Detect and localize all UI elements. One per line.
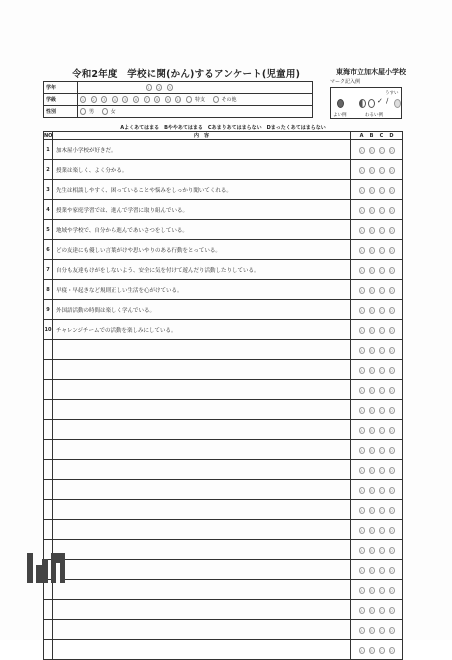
answer-bubble[interactable]: D — [390, 449, 393, 453]
answer-bubble[interactable]: B — [370, 469, 373, 473]
answer-bubble[interactable]: B — [370, 449, 373, 453]
female-label: 女 — [110, 109, 116, 115]
answer-bubbles — [351, 160, 403, 180]
answer-bubble[interactable]: B — [370, 629, 373, 633]
answer-bubble[interactable]: B — [370, 529, 373, 533]
answer-bubbles — [351, 460, 403, 480]
answer-bubbles — [351, 500, 403, 520]
question-text: 先生は相談しやすく、困っていることや悩みをしっかり聞いてくれる。 — [53, 180, 351, 200]
answer-bubble[interactable]: A — [360, 269, 363, 273]
answer-bubbles — [351, 220, 403, 240]
question-number — [44, 480, 53, 500]
answer-bubble[interactable]: C — [380, 149, 383, 153]
question-row — [44, 260, 403, 280]
survey-title: 令和2年度 学校に関(かん)するアンケート(児童用) — [72, 69, 301, 80]
answer-bubbles — [351, 340, 403, 360]
answer-bubbles — [351, 200, 403, 220]
answer-bubble[interactable]: A — [360, 289, 363, 293]
grade-bubble[interactable]: 2 — [158, 86, 161, 90]
question-number: 9 — [44, 300, 53, 320]
question-text — [53, 360, 351, 380]
question-number: 7 — [44, 260, 53, 280]
answer-bubbles — [351, 540, 403, 560]
answer-bubbles — [351, 300, 403, 320]
answer-bubble[interactable]: A — [360, 409, 363, 413]
good-mark-label: よい例 — [333, 113, 347, 118]
question-row — [44, 160, 403, 180]
answer-bubble[interactable]: C — [380, 609, 383, 613]
special-support-bubble[interactable] — [186, 96, 192, 103]
answer-bubble[interactable]: B — [370, 589, 373, 593]
answer-bubbles — [351, 140, 403, 160]
answer-bubble[interactable]: C — [380, 569, 383, 573]
bad-mark-label: わるい例 — [365, 113, 383, 118]
answer-bubble[interactable]: D — [390, 309, 393, 313]
grade-options — [78, 82, 313, 94]
faint-mark-icon — [394, 99, 401, 108]
answer-bubble[interactable]: A — [360, 569, 363, 573]
answer-bubble[interactable]: A — [360, 589, 363, 593]
faint-mark-label: うすい — [385, 91, 399, 96]
answer-bubbles — [351, 560, 403, 580]
bad-mark-slash-icon: ∕ — [386, 97, 389, 105]
answer-bubble[interactable]: B — [370, 309, 373, 313]
answer-bubble[interactable]: A — [360, 249, 363, 253]
question-row — [44, 520, 403, 540]
class-bubble[interactable]: 5 — [124, 98, 127, 102]
question-text — [53, 380, 351, 400]
answer-bubble[interactable]: A — [360, 449, 363, 453]
answer-bubble[interactable]: D — [390, 349, 393, 353]
answer-bubbles — [351, 600, 403, 620]
class-bubble[interactable]: 4 — [113, 98, 116, 102]
question-text — [53, 500, 351, 520]
answer-bubbles — [351, 260, 403, 280]
class-label: 学級 — [44, 94, 78, 106]
answer-bubble[interactable]: B — [370, 229, 373, 233]
question-row — [44, 300, 403, 320]
mark-example-box — [330, 87, 402, 119]
question-number: 4 — [44, 200, 53, 220]
question-number — [44, 400, 53, 420]
question-number: 5 — [44, 220, 53, 240]
answer-bubble[interactable]: D — [390, 289, 393, 293]
answer-bubble[interactable]: B — [370, 649, 373, 653]
answer-bubble[interactable]: A — [360, 549, 363, 553]
class-options — [78, 94, 313, 106]
question-row — [44, 600, 403, 620]
answer-bubble[interactable]: B — [370, 289, 373, 293]
mark-example-label: マーク記入例 — [330, 79, 361, 85]
student-info-table — [43, 81, 313, 118]
answer-bubbles — [351, 360, 403, 380]
grade-label: 学年 — [44, 82, 78, 94]
answer-bubbles — [351, 440, 403, 460]
answer-bubble[interactable]: A — [360, 489, 363, 493]
special-support-label: 特支 — [194, 97, 205, 103]
answer-bubbles — [351, 640, 403, 660]
answer-bubble[interactable]: C — [380, 309, 383, 313]
class-bubble[interactable]: 2 — [92, 98, 95, 102]
answer-bubbles — [351, 380, 403, 400]
question-text — [53, 620, 351, 640]
answer-bubble[interactable]: B — [370, 149, 373, 153]
gender-row — [44, 106, 313, 118]
answer-bubble[interactable]: C — [380, 589, 383, 593]
question-row — [44, 420, 403, 440]
class-bubble[interactable]: 1 — [81, 98, 85, 102]
class-bubble[interactable]: 10 — [176, 98, 181, 102]
answer-bubbles — [351, 280, 403, 300]
answer-bubble[interactable]: A — [360, 609, 363, 613]
question-text — [53, 440, 351, 460]
answer-header — [351, 132, 403, 140]
answer-bubble[interactable]: A — [360, 649, 363, 653]
question-text: 早寝・早起きなど規則正しい生活を心がけている。 — [53, 280, 351, 300]
question-text — [53, 400, 351, 420]
question-text — [53, 640, 351, 660]
answer-bubble[interactable]: D — [390, 329, 393, 333]
answer-bubbles — [351, 400, 403, 420]
question-row — [44, 280, 403, 300]
answer-header-c: C — [379, 132, 384, 139]
answer-bubbles — [351, 580, 403, 600]
answer-bubble[interactable]: A — [360, 509, 363, 513]
answer-bubble[interactable]: A — [360, 229, 363, 233]
answer-bubble[interactable]: A — [360, 189, 363, 193]
question-number: 6 — [44, 240, 53, 260]
answer-bubble[interactable]: B — [370, 189, 373, 193]
answer-bubble[interactable]: D — [390, 609, 393, 613]
answer-bubble[interactable]: D — [390, 429, 393, 433]
question-number — [44, 500, 53, 520]
other-class-bubble[interactable] — [213, 96, 219, 103]
answer-header-a: A — [359, 132, 364, 139]
answer-bubble[interactable]: A — [360, 169, 363, 173]
class-bubble[interactable]: 7 — [145, 98, 148, 102]
bad-mark-circle-icon — [368, 99, 375, 108]
question-row — [44, 340, 403, 360]
answer-bubble[interactable]: D — [390, 469, 393, 473]
answer-bubble[interactable]: D — [390, 189, 393, 193]
answer-bubble[interactable]: C — [380, 369, 383, 373]
grade-row — [44, 82, 313, 94]
answer-legend: Aよくあてはまる Bややあてはまる Cあまりあてはまらない Dまったくあてはまらない — [120, 125, 326, 131]
answer-bubble[interactable]: B — [370, 209, 373, 213]
answer-bubble[interactable]: A — [360, 329, 363, 333]
answer-bubble[interactable]: B — [370, 609, 373, 613]
bad-mark-check-icon: ✓ — [377, 97, 383, 105]
answer-bubble[interactable]: B — [370, 389, 373, 393]
answer-bubbles — [351, 180, 403, 200]
answer-bubble[interactable]: C — [380, 269, 383, 273]
class-bubble[interactable]: 3 — [103, 98, 106, 102]
answer-bubble[interactable]: D — [390, 649, 393, 653]
school-logo-icon — [27, 553, 67, 583]
question-row — [44, 220, 403, 240]
answer-bubble[interactable]: A — [360, 149, 363, 153]
answer-header-b: B — [369, 132, 374, 139]
question-row — [44, 580, 403, 600]
answer-bubble[interactable]: D — [390, 549, 393, 553]
answer-bubble[interactable]: C — [380, 509, 383, 513]
question-row — [44, 500, 403, 520]
question-text — [53, 580, 351, 600]
question-row — [44, 540, 403, 560]
class-row — [44, 94, 313, 106]
question-number: 2 — [44, 160, 53, 180]
gender-label: 性別 — [44, 106, 78, 118]
answer-bubble[interactable]: D — [390, 509, 393, 513]
answer-bubble[interactable]: A — [360, 529, 363, 533]
answer-bubble[interactable]: B — [370, 569, 373, 573]
answer-bubble[interactable]: C — [380, 549, 383, 553]
question-text — [53, 520, 351, 540]
class-bubble[interactable]: 6 — [134, 98, 138, 102]
question-number — [44, 460, 53, 480]
question-text: 加木屋小学校が好きだ。 — [53, 140, 351, 160]
question-text: 地域や学校で、自分から進んであいさつをしている。 — [53, 220, 351, 240]
question-row — [44, 640, 403, 660]
answer-bubble[interactable]: D — [390, 409, 393, 413]
answer-bubble[interactable]: D — [390, 269, 393, 273]
question-number: 8 — [44, 280, 53, 300]
question-row — [44, 460, 403, 480]
answer-bubble[interactable]: B — [370, 269, 373, 273]
question-number — [44, 440, 53, 460]
answer-bubble[interactable]: D — [390, 529, 393, 533]
answer-bubble[interactable]: D — [390, 589, 393, 593]
question-number: 3 — [44, 180, 53, 200]
question-number — [44, 620, 53, 640]
class-bubble[interactable]: 9 — [166, 98, 169, 102]
answer-bubble[interactable]: A — [360, 469, 363, 473]
male-label: 男 — [89, 109, 95, 115]
answer-bubble[interactable]: A — [360, 349, 363, 353]
answer-bubbles — [351, 620, 403, 640]
answer-bubble[interactable]: C — [380, 209, 383, 213]
question-table — [43, 131, 403, 660]
answer-bubbles — [351, 240, 403, 260]
question-number — [44, 420, 53, 440]
answer-bubble[interactable]: C — [380, 249, 383, 253]
answer-bubble[interactable]: C — [380, 469, 383, 473]
good-mark-icon — [337, 99, 344, 108]
question-number — [44, 380, 53, 400]
answer-bubble[interactable]: B — [370, 489, 373, 493]
question-text — [53, 420, 351, 440]
answer-bubble[interactable]: A — [360, 429, 363, 433]
answer-bubble[interactable]: D — [390, 149, 393, 153]
answer-bubbles — [351, 420, 403, 440]
answer-bubble[interactable]: D — [390, 629, 393, 633]
male-bubble[interactable] — [80, 108, 86, 115]
question-number — [44, 340, 53, 360]
answer-bubble[interactable]: D — [390, 229, 393, 233]
question-row — [44, 200, 403, 220]
answer-bubble[interactable]: C — [380, 489, 383, 493]
answer-bubble[interactable]: C — [380, 189, 383, 193]
gender-options — [78, 106, 313, 118]
question-table-header — [44, 132, 403, 140]
question-text — [53, 560, 351, 580]
grade-bubble[interactable]: 1 — [147, 86, 150, 90]
answer-bubble[interactable]: A — [360, 629, 363, 633]
answer-bubble[interactable]: C — [380, 329, 383, 333]
answer-bubble[interactable]: B — [370, 349, 373, 353]
question-text — [53, 460, 351, 480]
answer-bubble[interactable]: A — [360, 209, 363, 213]
question-row — [44, 400, 403, 420]
school-name: 東海市立加木屋小学校 — [336, 68, 406, 76]
answer-bubble[interactable]: D — [390, 489, 393, 493]
answer-bubble[interactable]: C — [380, 649, 383, 653]
question-row — [44, 360, 403, 380]
question-text: 自分も友達もけがをしないよう、安全に気を付けて遊んだり活動したりしている。 — [53, 260, 351, 280]
content-header: 内 容 — [53, 132, 351, 140]
question-row — [44, 620, 403, 640]
answer-bubble[interactable]: B — [370, 429, 373, 433]
answer-bubble[interactable]: A — [360, 389, 363, 393]
answer-header-d: D — [389, 132, 394, 139]
question-row — [44, 560, 403, 580]
bad-mark-half-icon — [359, 99, 366, 108]
question-row — [44, 180, 403, 200]
grade-bubble[interactable]: 3 — [168, 86, 171, 90]
answer-bubble[interactable]: B — [370, 549, 373, 553]
answer-bubble[interactable]: C — [380, 289, 383, 293]
answer-bubble[interactable]: D — [390, 209, 393, 213]
answer-bubble[interactable]: C — [380, 529, 383, 533]
answer-bubble[interactable]: B — [370, 509, 373, 513]
answer-bubble[interactable]: B — [370, 249, 373, 253]
no-header: NO — [44, 132, 53, 139]
answer-bubble[interactable]: D — [390, 249, 393, 253]
female-bubble[interactable] — [102, 108, 108, 115]
answer-bubble[interactable]: C — [380, 449, 383, 453]
question-number — [44, 520, 53, 540]
question-row — [44, 480, 403, 500]
answer-bubbles — [351, 480, 403, 500]
answer-bubble[interactable]: C — [380, 349, 383, 353]
question-text: 外国語活動の時間は楽しく学んでいる。 — [53, 300, 351, 320]
answer-bubble[interactable]: A — [360, 309, 363, 313]
question-number: 1 — [44, 140, 53, 160]
answer-bubbles — [351, 320, 403, 340]
question-text: 授業や家庭学習では、進んで学習に取り組んでいる。 — [53, 200, 351, 220]
question-row — [44, 320, 403, 340]
question-text: どの友達にも優しい言葉がけや思いやりのある行動をとっている。 — [53, 240, 351, 260]
answer-bubble[interactable]: C — [380, 409, 383, 413]
question-text — [53, 600, 351, 620]
answer-bubble[interactable]: B — [370, 169, 373, 173]
question-row — [44, 240, 403, 260]
answer-bubble[interactable]: C — [380, 429, 383, 433]
answer-bubble[interactable]: C — [380, 629, 383, 633]
question-number — [44, 600, 53, 620]
answer-bubble[interactable]: D — [390, 389, 393, 393]
answer-bubble[interactable]: C — [380, 229, 383, 233]
class-bubble[interactable]: 8 — [156, 98, 159, 102]
question-row — [44, 440, 403, 460]
question-row — [44, 140, 403, 160]
question-row — [44, 380, 403, 400]
question-text: 授業は楽しく、よく分かる。 — [53, 160, 351, 180]
question-number — [44, 360, 53, 380]
question-number: 10 — [44, 320, 53, 340]
answer-bubble[interactable]: B — [370, 329, 373, 333]
other-class-label: その他 — [221, 97, 237, 103]
answer-bubble[interactable]: B — [370, 369, 373, 373]
question-text: チャレンジチームでの活動を楽しみにしている。 — [53, 320, 351, 340]
question-text — [53, 540, 351, 560]
answer-bubble[interactable]: D — [390, 169, 393, 173]
answer-bubble[interactable]: C — [380, 169, 383, 173]
question-text — [53, 340, 351, 360]
question-text — [53, 480, 351, 500]
answer-bubble[interactable]: B — [370, 409, 373, 413]
question-number — [44, 640, 53, 660]
answer-bubbles — [351, 520, 403, 540]
answer-bubble[interactable]: D — [390, 369, 393, 373]
answer-bubble[interactable]: A — [360, 369, 363, 373]
answer-bubble[interactable]: C — [380, 389, 383, 393]
answer-bubble[interactable]: D — [390, 569, 393, 573]
